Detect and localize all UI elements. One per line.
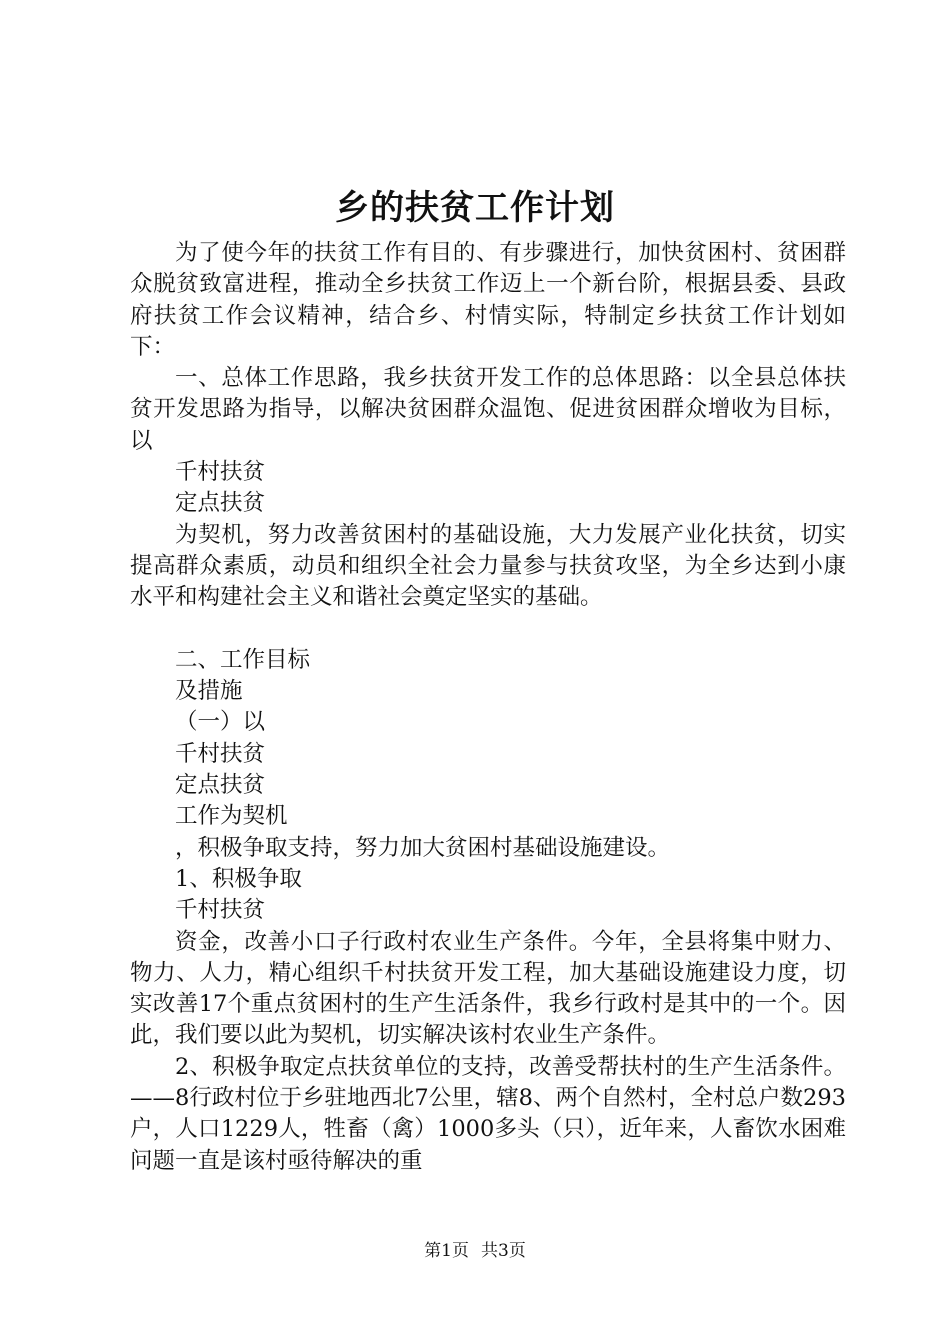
- paragraph-fragment: 千村扶贫: [175, 740, 266, 767]
- paragraph-fragment: 定点扶贫: [175, 772, 266, 799]
- paragraph-fragment: 及措施: [175, 678, 243, 705]
- paragraph-fragment: 工作为契机: [175, 803, 288, 830]
- paragraph-intro: 为了使今年的扶贫工作有目的、有步骤进行，加快贫困村、贫困群众脱贫致富进程，推动全乡扶贫工作迈上一个新台阶，根据县委、县政府扶贫工作会议精神，结合乡、村情实际，特制定乡扶贫工作计划如下：: [130, 240, 846, 360]
- document-body: [130, 238, 846, 1177]
- paragraph-fragment: 定点扶贫: [175, 490, 266, 517]
- page-footer: [0, 1240, 950, 1262]
- document-title: 乡的扶贫工作计划: [335, 188, 615, 228]
- subsection-heading: （一）以: [175, 709, 266, 736]
- paragraph-support: 2、积极争取定点扶贫单位的支持，改善受帮扶村的生产生活条件。——8行政村位于乡驻地西北7公里，辖8、两个自然村，全村总户数293户，人口1229人，牲畜（禽）1000多头（只），近年来，人畜饮水困难问题一直是该村亟待解决的重: [130, 1053, 846, 1174]
- paragraph-overall-approach: 一、总体工作思路，我乡扶贫开发工作的总体思路：以全县总体扶贫开发思路为指导，以解决贫困群众温饱、促进贫困群众增收为目标，以: [130, 365, 846, 454]
- blank-line: [130, 614, 846, 645]
- paragraph-fragment: 千村扶贫: [175, 459, 266, 486]
- list-item-heading: 1、积极争取: [175, 865, 302, 892]
- paragraph-opportunity: 为契机，努力改善贫困村的基础设施，大力发展产业化扶贫，切实提高群众素质，动员和组织全社会力量参与扶贫攻坚，为全乡达到小康水平和构建社会主义和谐社会奠定坚实的基础。: [130, 521, 846, 611]
- paragraph-fragment: ，积极争取支持，努力加大贫困村基础设施建设。: [175, 834, 671, 861]
- page-total: 共3页: [481, 1241, 526, 1261]
- paragraph-fragment: 千村扶贫: [175, 897, 266, 924]
- paragraph-funding: 资金，改善小口子行政村农业生产条件。今年，全县将集中财力、物力、人力，精心组织千村扶贫开发工程，加大基础设施建设力度，切实改善17个重点贫困村的生产生活条件，我乡行政村是其中的一个。因此，我们要以此为契机，切实解决该村农业生产条件。: [130, 928, 846, 1049]
- page-number: 第1页: [424, 1241, 469, 1261]
- section-heading-goals: 二、工作目标: [175, 646, 311, 673]
